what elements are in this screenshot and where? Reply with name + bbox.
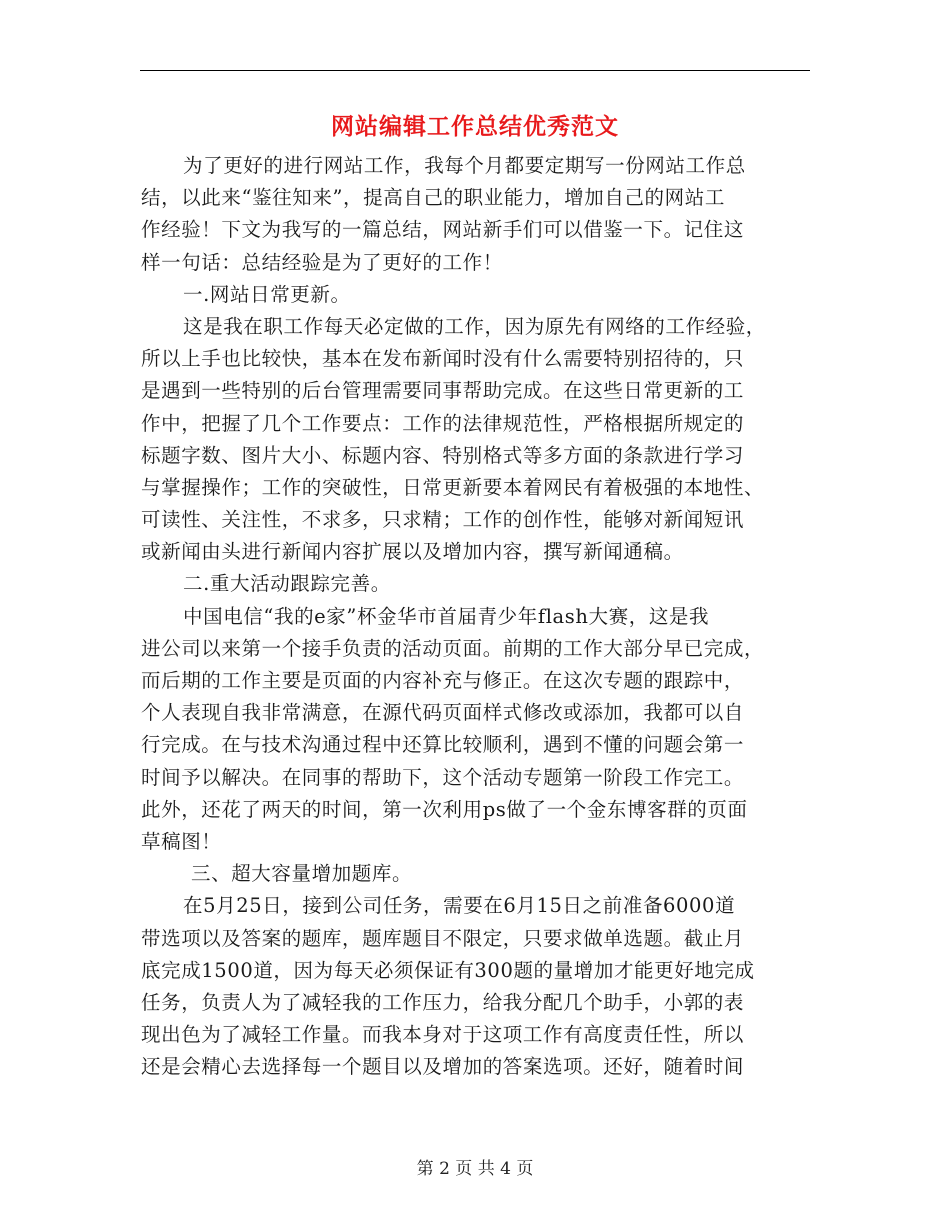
document-title: 网站编辑工作总结优秀范文 xyxy=(331,113,619,140)
text-line: 与掌握操作；工作的突破性，日常更新要本着网民有着极强的本地性、 xyxy=(141,475,765,499)
document-body xyxy=(141,150,811,1083)
text-line: 所以上手也比较快，基本在发布新闻时没有什么需要特别招待的，只 xyxy=(141,347,745,371)
text-line: 一.网站日常更新。 xyxy=(183,282,351,306)
text-line: 底完成1500道，因为每天必须保证有300题的量增加才能更好地完成 xyxy=(141,958,755,982)
text-line: 现出色为了减轻工作量。而我本身对于这项工作有高度责任性，所以 xyxy=(141,1023,745,1047)
text-line: 任务，负责人为了减轻我的工作压力，给我分配几个助手，小郭的表 xyxy=(141,990,745,1014)
text-line: 作经验！下文为我写的一篇总结，网站新手们可以借鉴一下。记住这 xyxy=(141,218,745,242)
text-line: 为了更好的进行网站工作，我每个月都要定期写一份网站工作总 xyxy=(183,154,746,177)
text-line: 进公司以来第一个接手负责的活动页面。前期的工作大部分早已完成， xyxy=(141,636,765,660)
text-line: 标题字数、图片大小、标题内容、特别格式等多方面的条款进行学习 xyxy=(141,443,745,467)
text-line: 样一句话：总结经验是为了更好的工作！ xyxy=(141,250,503,274)
text-line: 个人表现自我非常满意，在源代码页面样式修改或添加，我都可以自 xyxy=(141,701,745,725)
text-line: 而后期的工作主要是页面的内容补充与修正。在这次专题的跟踪中， xyxy=(141,669,745,692)
text-line: 可读性、关注性，不求多，只求精；工作的创作性，能够对新闻短讯 xyxy=(141,508,745,532)
page-number: 第 2 页 共 4 页 xyxy=(416,1159,534,1179)
text-line: 这是我在职工作每天必定做的工作，因为原先有网络的工作经验， xyxy=(183,314,766,338)
text-line: 此外，还花了两天的时间，第一次利用ps做了一个金东博客群的页面 xyxy=(141,797,748,821)
text-line: 或新闻由头进行新闻内容扩展以及增加内容，撰写新闻通稿。 xyxy=(141,540,684,564)
text-line: 在5月25日，接到公司任务，需要在6月15日之前准备6000道 xyxy=(183,894,736,918)
text-line: 草稿图！ xyxy=(141,829,222,853)
text-line: 时间予以解决。在同事的帮助下，这个活动专题第一阶段工作完工。 xyxy=(141,765,745,789)
text-line: 作中，把握了几个工作要点：工作的法律规范性，严格根据所规定的 xyxy=(141,411,745,435)
text-line: 二.重大活动跟踪完善。 xyxy=(183,572,391,596)
text-line: 带选项以及答案的题库，题库题目不限定，只要求做单选题。截止月 xyxy=(141,926,745,950)
text-line: 三、超大容量增加题库。 xyxy=(191,862,413,886)
text-line: 中国电信“我的e家”杯金华市首届青少年flash大赛，这是我 xyxy=(183,604,710,628)
header-rule xyxy=(140,70,810,71)
text-line: 是遇到一些特别的后台管理需要同事帮助完成。在这些日常更新的工 xyxy=(141,379,745,403)
text-line: 行完成。在与技术沟通过程中还算比较顺利，遇到不懂的问题会第一 xyxy=(141,733,745,757)
text-line: 结，以此来“鉴往知来”，提高自己的职业能力，增加自己的网站工 xyxy=(141,186,725,210)
text-line: 还是会精心去选择每一个题目以及增加的答案选项。还好，随着时间 xyxy=(141,1055,745,1079)
